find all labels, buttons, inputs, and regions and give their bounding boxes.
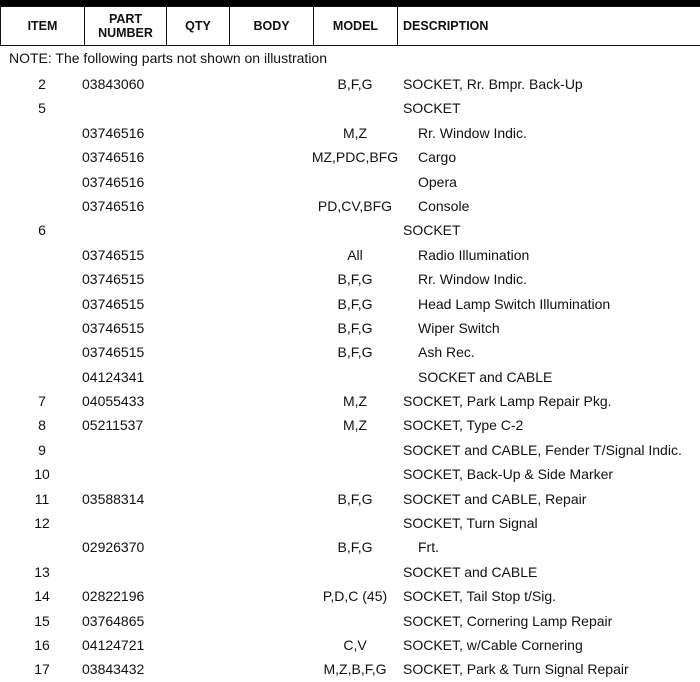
item-cell: 13 bbox=[0, 564, 84, 580]
part-number-cell: 03746515 bbox=[82, 320, 144, 336]
table-row bbox=[0, 365, 700, 389]
table-row bbox=[0, 292, 700, 316]
model-cell: B,F,G bbox=[300, 491, 410, 507]
item-cell: 7 bbox=[0, 393, 84, 409]
description-cell: Console bbox=[418, 198, 469, 214]
description-cell: SOCKET, Back-Up & Side Marker bbox=[403, 466, 613, 482]
header-qty: QTY bbox=[167, 7, 230, 46]
part-number-cell: 02822196 bbox=[82, 588, 144, 604]
model-cell: P,D,C (45) bbox=[300, 588, 410, 604]
model-cell: B,F,G bbox=[300, 296, 410, 312]
model-cell: C,V bbox=[300, 637, 410, 653]
part-number-cell: 03764865 bbox=[82, 613, 144, 629]
description-cell: SOCKET, w/Cable Cornering bbox=[403, 637, 583, 653]
table-row bbox=[0, 170, 700, 194]
part-number-cell: 03746516 bbox=[82, 198, 144, 214]
item-cell: 9 bbox=[0, 442, 84, 458]
header-description: DESCRIPTION bbox=[398, 7, 700, 46]
item-cell: 8 bbox=[0, 417, 84, 433]
item-cell: 5 bbox=[0, 100, 84, 116]
part-number-cell: 03746515 bbox=[82, 271, 144, 287]
table-row bbox=[0, 438, 700, 462]
table-row bbox=[0, 145, 700, 169]
header-body: BODY bbox=[230, 7, 314, 46]
description-cell: SOCKET and CABLE, Fender T/Signal Indic. bbox=[403, 442, 682, 458]
table-row bbox=[0, 560, 700, 584]
part-number-cell: 02926370 bbox=[82, 539, 144, 555]
description-cell: SOCKET and CABLE bbox=[418, 369, 552, 385]
model-cell: PD,CV,BFG bbox=[300, 198, 410, 214]
description-cell: Ash Rec. bbox=[418, 344, 475, 360]
item-cell: 2 bbox=[0, 76, 84, 92]
model-cell: MZ,PDC,BFG bbox=[300, 149, 410, 165]
table-row bbox=[0, 462, 700, 486]
part-number-cell: 03588314 bbox=[82, 491, 144, 507]
item-cell: 6 bbox=[0, 222, 84, 238]
part-number-cell: 04055433 bbox=[82, 393, 144, 409]
item-cell: 15 bbox=[0, 613, 84, 629]
table-row bbox=[0, 121, 700, 145]
item-cell: 11 bbox=[0, 491, 84, 507]
parts-list bbox=[0, 72, 700, 682]
item-cell: 14 bbox=[0, 588, 84, 604]
header-part-number bbox=[85, 7, 167, 46]
part-number-cell: 03746516 bbox=[82, 174, 144, 190]
description-cell: SOCKET, Tail Stop t/Sig. bbox=[403, 588, 556, 604]
header-part-number-line1: PART bbox=[85, 12, 166, 26]
description-cell: SOCKET bbox=[403, 100, 461, 116]
model-cell: M,Z,B,F,G bbox=[300, 661, 410, 677]
model-cell: B,F,G bbox=[300, 320, 410, 336]
table-row bbox=[0, 389, 700, 413]
header-item: ITEM bbox=[1, 7, 85, 46]
model-cell: B,F,G bbox=[300, 76, 410, 92]
table-row bbox=[0, 584, 700, 608]
part-number-cell: 04124721 bbox=[82, 637, 144, 653]
table-row bbox=[0, 413, 700, 437]
table-row bbox=[0, 243, 700, 267]
description-cell: SOCKET and CABLE bbox=[403, 564, 537, 580]
table-row bbox=[0, 535, 700, 559]
description-cell: SOCKET bbox=[403, 222, 461, 238]
description-cell: SOCKET, Turn Signal bbox=[403, 515, 538, 531]
model-cell: All bbox=[300, 247, 410, 263]
description-cell: SOCKET, Cornering Lamp Repair bbox=[403, 613, 612, 629]
description-cell: Rr. Window Indic. bbox=[418, 125, 527, 141]
part-number-cell: 03746515 bbox=[82, 344, 144, 360]
description-cell: Cargo bbox=[418, 149, 456, 165]
description-cell: SOCKET and CABLE, Repair bbox=[403, 491, 586, 507]
table-row bbox=[0, 633, 700, 657]
item-cell: 12 bbox=[0, 515, 84, 531]
model-cell: B,F,G bbox=[300, 344, 410, 360]
table-row bbox=[0, 657, 700, 681]
table-row bbox=[0, 316, 700, 340]
description-cell: Head Lamp Switch Illumination bbox=[418, 296, 610, 312]
table-row bbox=[0, 194, 700, 218]
description-cell: Opera bbox=[418, 174, 457, 190]
item-cell: 17 bbox=[0, 661, 84, 677]
header-model: MODEL bbox=[314, 7, 398, 46]
part-number-cell: 03746515 bbox=[82, 296, 144, 312]
part-number-cell: 05211537 bbox=[82, 417, 143, 433]
description-cell: SOCKET, Type C-2 bbox=[403, 417, 523, 433]
model-cell: M,Z bbox=[300, 417, 410, 433]
description-cell: SOCKET, Park & Turn Signal Repair bbox=[403, 661, 629, 677]
part-number-cell: 03843060 bbox=[82, 76, 144, 92]
part-number-cell: 03843432 bbox=[82, 661, 144, 677]
description-cell: Frt. bbox=[418, 539, 439, 555]
column-header-table bbox=[0, 6, 700, 46]
table-row bbox=[0, 72, 700, 96]
part-number-cell: 03746516 bbox=[82, 149, 144, 165]
model-cell: M,Z bbox=[300, 125, 410, 141]
model-cell: B,F,G bbox=[300, 271, 410, 287]
description-cell: Wiper Switch bbox=[418, 320, 500, 336]
table-row bbox=[0, 267, 700, 291]
table-row bbox=[0, 609, 700, 633]
table-row bbox=[0, 340, 700, 364]
table-row bbox=[0, 96, 700, 120]
description-cell: Radio Illumination bbox=[418, 247, 529, 263]
table-row bbox=[0, 218, 700, 242]
model-cell: M,Z bbox=[300, 393, 410, 409]
model-cell: B,F,G bbox=[300, 539, 410, 555]
item-cell: 16 bbox=[0, 637, 84, 653]
table-row bbox=[0, 487, 700, 511]
item-cell: 10 bbox=[0, 466, 84, 482]
part-number-cell: 03746515 bbox=[82, 247, 144, 263]
table-row bbox=[0, 511, 700, 535]
description-cell: SOCKET, Park Lamp Repair Pkg. bbox=[403, 393, 612, 409]
part-number-cell: 03746516 bbox=[82, 125, 144, 141]
description-cell: SOCKET, Rr. Bmpr. Back-Up bbox=[403, 76, 583, 92]
part-number-cell: 04124341 bbox=[82, 369, 144, 385]
header-part-number-line2: NUMBER bbox=[85, 26, 166, 40]
note-text: NOTE: The following parts not shown on illustration bbox=[9, 50, 327, 66]
description-cell: Rr. Window Indic. bbox=[418, 271, 527, 287]
